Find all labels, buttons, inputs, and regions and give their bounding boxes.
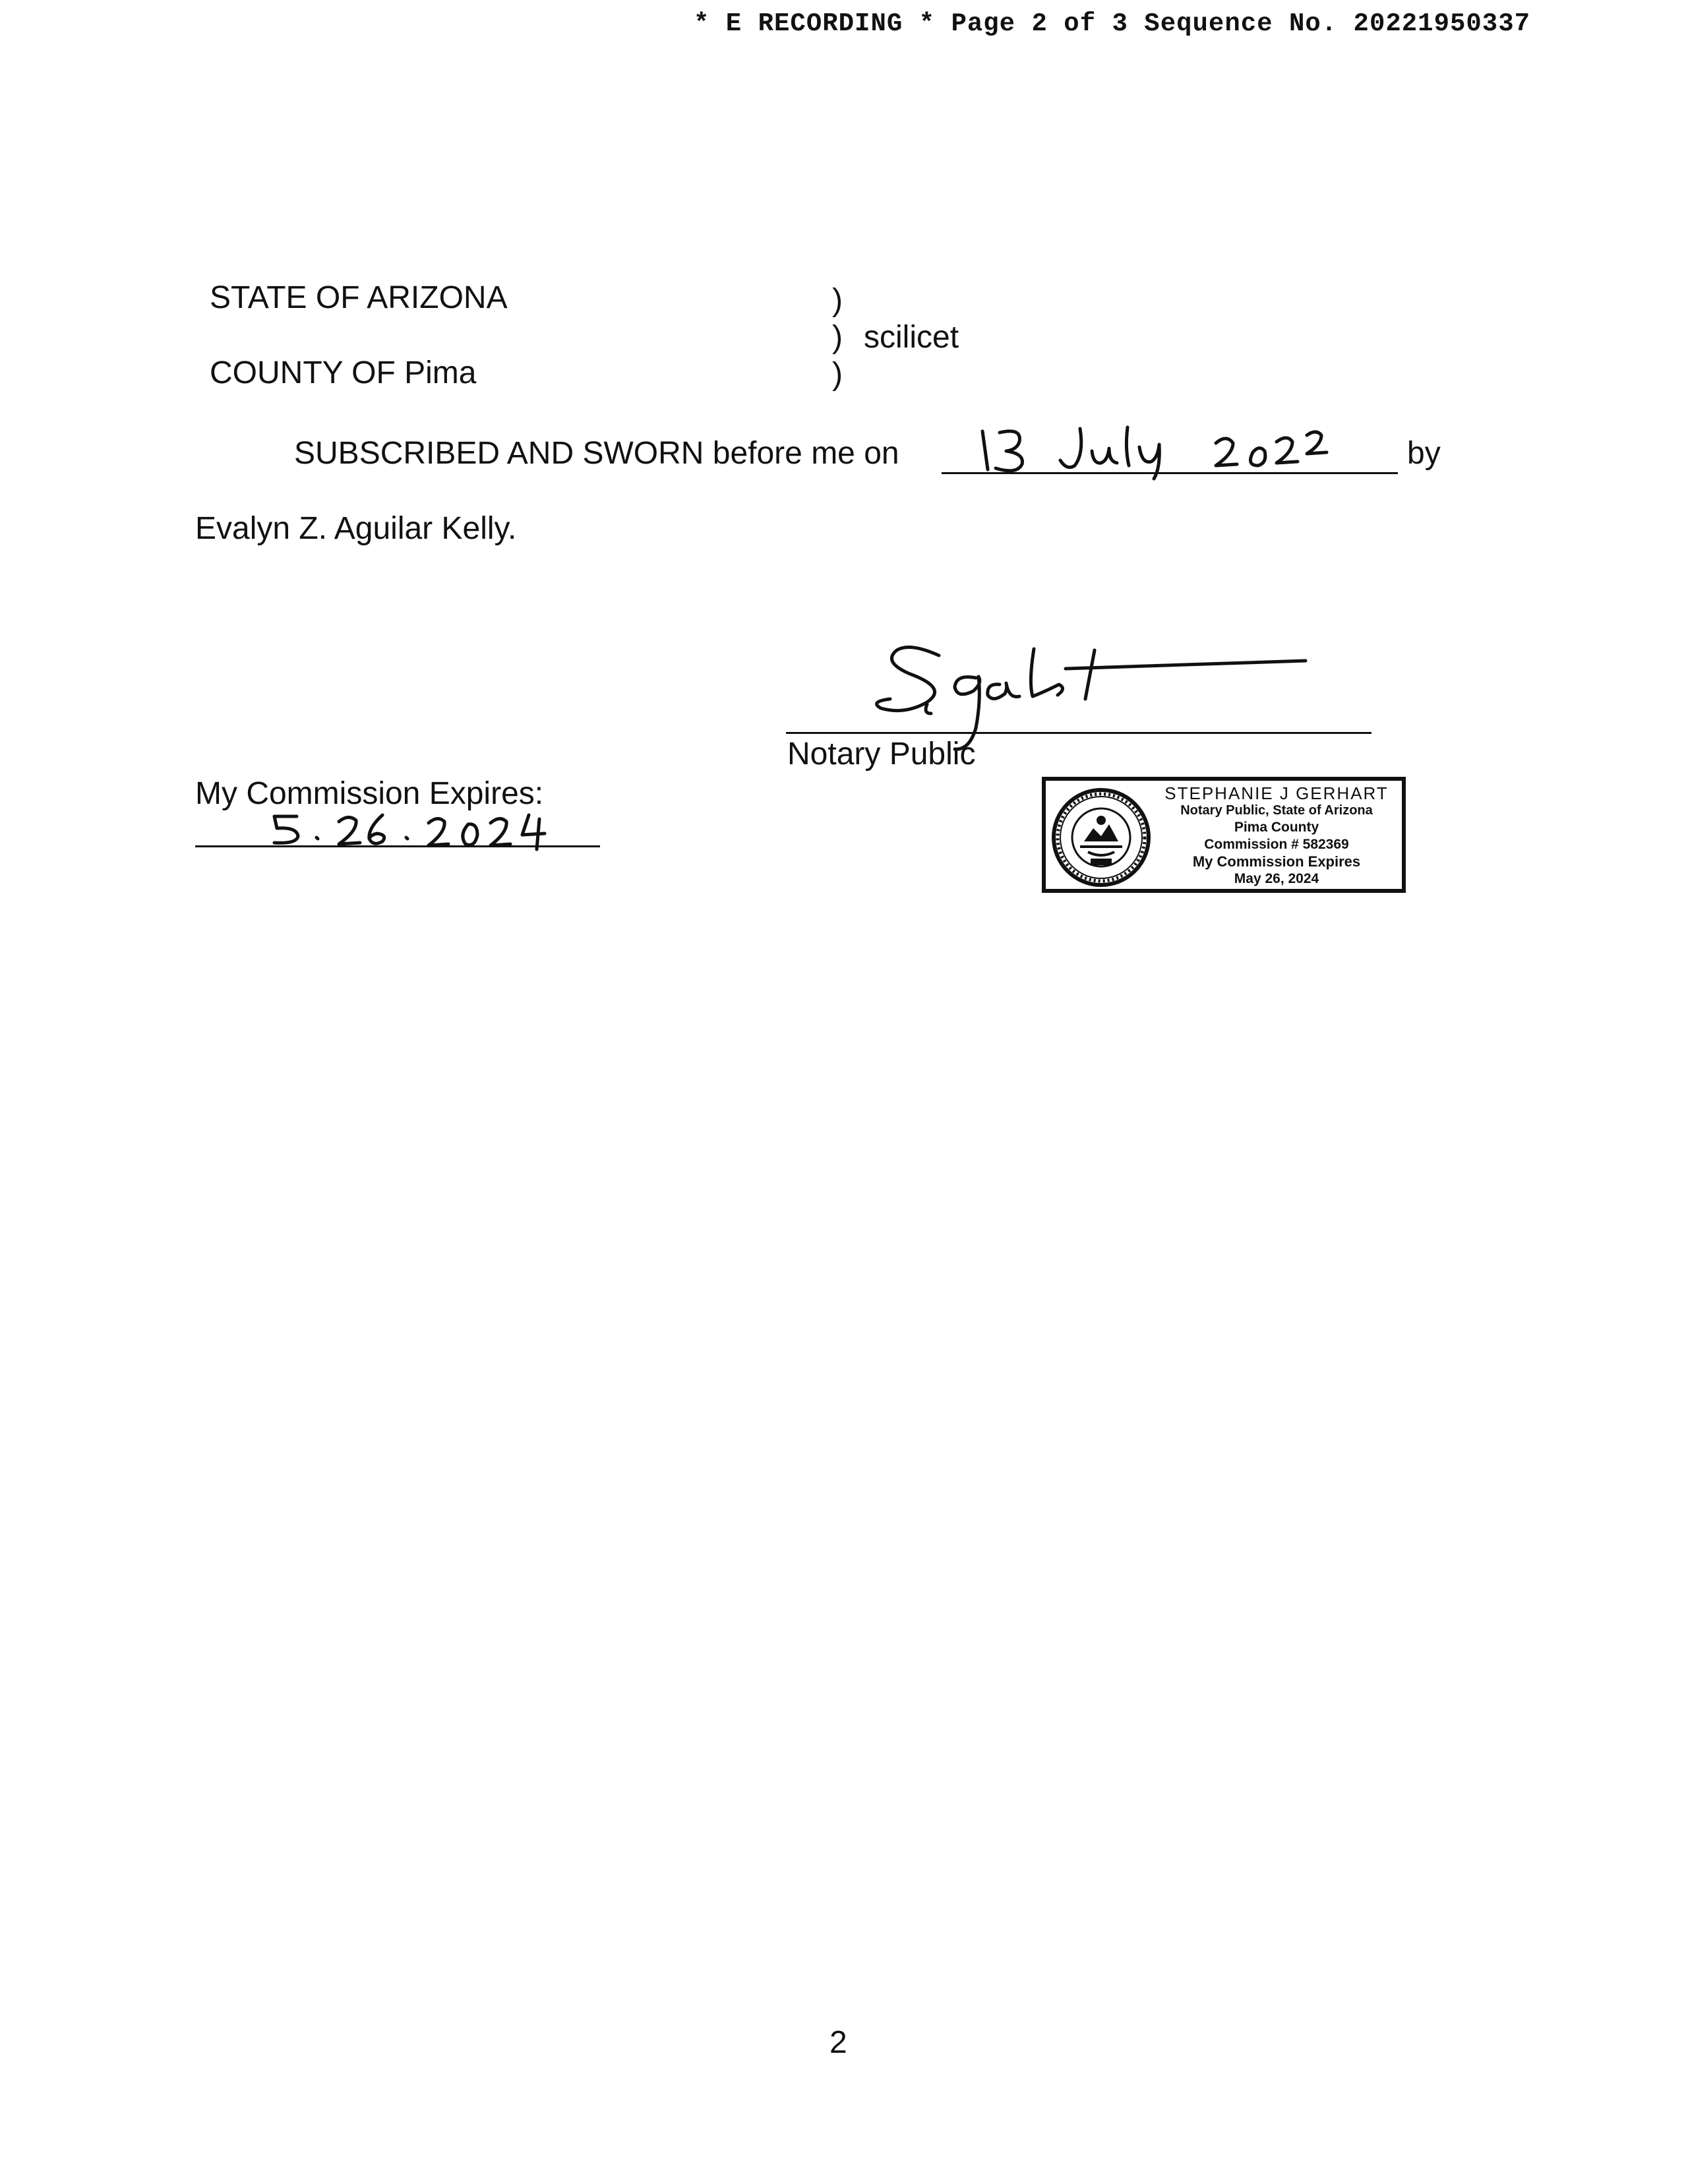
handwritten-commission-date: [270, 808, 560, 851]
stamp-notary-title: Notary Public, State of Arizona: [1180, 803, 1373, 818]
county-line: COUNTY OF Pima: [210, 355, 477, 390]
stamp-expires-label: My Commission Expires: [1192, 853, 1361, 870]
arizona-state-seal-icon: [1050, 786, 1153, 889]
page-number: 2: [829, 2025, 847, 2060]
stamp-commission-number: Commission # 582369: [1204, 837, 1349, 852]
venue-paren-2: ): [832, 320, 843, 355]
stamp-notary-name: STEPHANIE J GERHART: [1164, 783, 1389, 803]
jurat-by: by: [1407, 436, 1441, 471]
recording-header: * E RECORDING * Page 2 of 3 Sequence No. 20221950337: [694, 9, 1530, 38]
venue-paren-3: ): [832, 357, 843, 392]
commission-expires-label: My Commission Expires:: [195, 776, 544, 811]
state-line: STATE OF ARIZONA: [210, 280, 508, 315]
venue-paren-1: ): [832, 283, 843, 318]
signature-line: [786, 732, 1372, 734]
jurat-lead-text: SUBSCRIBED AND SWORN before me on: [294, 436, 899, 471]
notary-public-label: Notary Public: [787, 737, 976, 772]
notary-stamp: [1042, 777, 1406, 893]
stamp-county: Pima County: [1234, 820, 1319, 835]
handwritten-jurat-date: [976, 422, 1372, 475]
affiant-name: Evalyn Z. Aguilar Kelly.: [195, 511, 517, 546]
scilicet-label: scilicet: [864, 320, 959, 355]
stamp-expires-date: May 26, 2024: [1234, 871, 1319, 886]
